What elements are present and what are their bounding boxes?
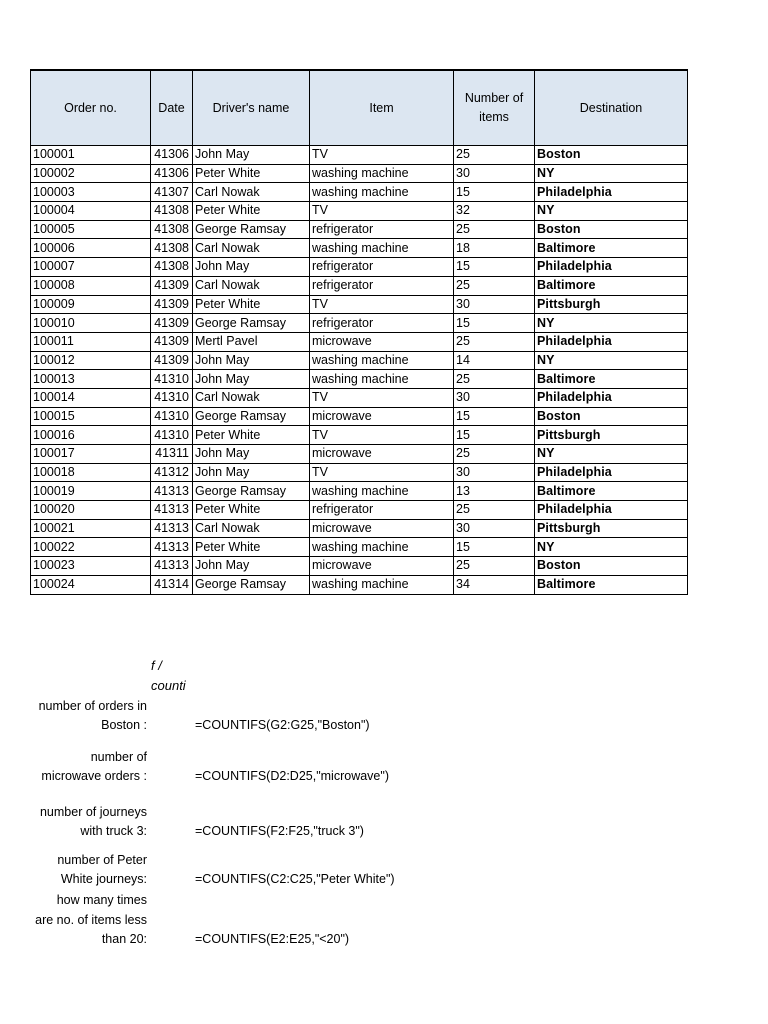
order-no-cell: 100010	[31, 314, 151, 333]
item-cell: refrigerator	[310, 501, 454, 520]
driver-cell: John May	[193, 557, 310, 576]
driver-cell: Carl Nowak	[193, 239, 310, 258]
driver-cell: Peter White	[193, 295, 310, 314]
orders-table	[30, 69, 688, 595]
order-no-cell: 100012	[31, 351, 151, 370]
driver-cell: Peter White	[193, 426, 310, 445]
table-row	[31, 445, 688, 464]
date-cell: 41312	[151, 463, 193, 482]
driver-cell: Carl Nowak	[193, 519, 310, 538]
order-no-cell: 100008	[31, 276, 151, 295]
date-cell: 41308	[151, 258, 193, 277]
item-cell: refrigerator	[310, 258, 454, 277]
date-cell: 41310	[151, 407, 193, 426]
destination-cell: Baltimore	[535, 239, 688, 258]
item-cell: microwave	[310, 519, 454, 538]
table-row	[31, 463, 688, 482]
quantity-cell: 14	[454, 351, 535, 370]
quantity-cell: 25	[454, 501, 535, 520]
item-cell: microwave	[310, 407, 454, 426]
function-label	[151, 656, 186, 696]
quantity-cell: 30	[454, 388, 535, 407]
item-cell: TV	[310, 146, 454, 165]
table-row	[31, 388, 688, 407]
destination-cell: NY	[535, 164, 688, 183]
driver-cell: Peter White	[193, 164, 310, 183]
driver-cell: George Ramsay	[193, 407, 310, 426]
table-row	[31, 276, 688, 295]
destination-cell: Baltimore	[535, 370, 688, 389]
quantity-cell: 18	[454, 239, 535, 258]
header-order-no: Order no.	[31, 70, 151, 146]
destination-cell: Baltimore	[535, 482, 688, 501]
driver-cell: George Ramsay	[193, 575, 310, 594]
header-item: Item	[310, 70, 454, 146]
table-row	[31, 351, 688, 370]
table-row	[31, 220, 688, 239]
order-no-cell: 100014	[31, 388, 151, 407]
order-no-cell: 100004	[31, 202, 151, 221]
header-row	[31, 70, 688, 146]
driver-cell: George Ramsay	[193, 220, 310, 239]
header-date: Date	[151, 70, 193, 146]
driver-cell: Mertl Pavel	[193, 332, 310, 351]
item-cell: washing machine	[310, 482, 454, 501]
question-label-line: number of orders in	[38, 698, 147, 713]
order-no-cell: 100016	[31, 426, 151, 445]
table-row	[31, 164, 688, 183]
item-cell: microwave	[310, 557, 454, 576]
quantity-cell: 30	[454, 463, 535, 482]
destination-cell: NY	[535, 351, 688, 370]
date-cell: 41310	[151, 426, 193, 445]
table-row	[31, 183, 688, 202]
destination-cell: NY	[535, 202, 688, 221]
table-row	[31, 557, 688, 576]
table-row	[31, 332, 688, 351]
table-row	[31, 314, 688, 333]
header-destination: Destination	[535, 70, 688, 146]
driver-cell: John May	[193, 463, 310, 482]
header-number-of-items: Number of items	[454, 70, 535, 146]
table-row	[31, 146, 688, 165]
question-label-line: how many times	[56, 893, 147, 907]
item-cell: washing machine	[310, 239, 454, 258]
item-cell: TV	[310, 426, 454, 445]
order-no-cell: 100003	[31, 183, 151, 202]
question-label	[57, 851, 147, 890]
header-drivers-name: Driver's name	[193, 70, 310, 146]
quantity-cell: 15	[454, 183, 535, 202]
order-no-cell: 100017	[31, 445, 151, 464]
destination-cell: Philadelphia	[535, 332, 688, 351]
date-cell: 41309	[151, 295, 193, 314]
driver-cell: George Ramsay	[193, 482, 310, 501]
formula-text: =COUNTIFS(E2:E25,"<20")	[195, 932, 350, 946]
item-cell: TV	[310, 463, 454, 482]
quantity-cell: 25	[454, 146, 535, 165]
driver-cell: Carl Nowak	[193, 388, 310, 407]
destination-cell: Philadelphia	[535, 183, 688, 202]
driver-cell: John May	[193, 351, 310, 370]
order-no-cell: 100009	[31, 295, 151, 314]
item-cell: washing machine	[310, 351, 454, 370]
order-no-cell: 100001	[31, 146, 151, 165]
table-row	[31, 575, 688, 594]
date-cell: 41306	[151, 146, 193, 165]
question-label-line: number of journeys	[39, 804, 147, 819]
question-label	[35, 891, 147, 950]
quantity-cell: 25	[454, 332, 535, 351]
table-row	[31, 202, 688, 221]
date-cell: 41311	[151, 445, 193, 464]
driver-cell: Carl Nowak	[193, 183, 310, 202]
table-row	[31, 370, 688, 389]
driver-cell: John May	[193, 370, 310, 389]
table-row	[31, 426, 688, 445]
item-cell: washing machine	[310, 538, 454, 557]
question-label	[40, 803, 147, 842]
question-label-line: number of	[90, 749, 147, 764]
quantity-cell: 15	[454, 258, 535, 277]
function-symbol: f /	[151, 658, 162, 673]
date-cell: 41310	[151, 388, 193, 407]
table-row	[31, 239, 688, 258]
destination-cell: Philadelphia	[535, 388, 688, 407]
table-row	[31, 295, 688, 314]
date-cell: 41308	[151, 239, 193, 258]
quantity-cell: 15	[454, 538, 535, 557]
question-label-line: microwave orders :	[41, 769, 147, 783]
destination-cell: Boston	[535, 146, 688, 165]
question-label-line: are no. of items less	[35, 912, 147, 927]
order-no-cell: 100007	[31, 258, 151, 277]
date-cell: 41313	[151, 557, 193, 576]
destination-cell: Pittsburgh	[535, 295, 688, 314]
formula-text: =COUNTIFS(C2:C25,"Peter White")	[195, 872, 395, 886]
item-cell: TV	[310, 202, 454, 221]
item-cell: microwave	[310, 445, 454, 464]
table-row	[31, 538, 688, 557]
date-cell: 41308	[151, 202, 193, 221]
item-cell: refrigerator	[310, 276, 454, 295]
driver-cell: John May	[193, 258, 310, 277]
order-no-cell: 100013	[31, 370, 151, 389]
order-no-cell: 100023	[31, 557, 151, 576]
question-label-line: than 20:	[101, 932, 147, 946]
order-no-cell: 100022	[31, 538, 151, 557]
order-no-cell: 100002	[31, 164, 151, 183]
date-cell: 41308	[151, 220, 193, 239]
date-cell: 41306	[151, 164, 193, 183]
quantity-cell: 25	[454, 557, 535, 576]
quantity-cell: 34	[454, 575, 535, 594]
destination-cell: NY	[535, 538, 688, 557]
order-no-cell: 100018	[31, 463, 151, 482]
destination-cell: NY	[535, 314, 688, 333]
quantity-cell: 30	[454, 295, 535, 314]
quantity-cell: 25	[454, 445, 535, 464]
order-no-cell: 100011	[31, 332, 151, 351]
order-no-cell: 100005	[31, 220, 151, 239]
quantity-cell: 13	[454, 482, 535, 501]
item-cell: refrigerator	[310, 314, 454, 333]
driver-cell: John May	[193, 146, 310, 165]
formula-text: =COUNTIFS(F2:F25,"truck 3")	[195, 824, 364, 838]
order-no-cell: 100006	[31, 239, 151, 258]
item-cell: refrigerator	[310, 220, 454, 239]
question-label-line: Boston :	[101, 718, 147, 732]
quantity-cell: 30	[454, 164, 535, 183]
formula-text: =COUNTIFS(D2:D25,"microwave")	[195, 769, 389, 783]
order-no-cell: 100021	[31, 519, 151, 538]
table-row	[31, 258, 688, 277]
destination-cell: Baltimore	[535, 276, 688, 295]
item-cell: TV	[310, 295, 454, 314]
date-cell: 41310	[151, 370, 193, 389]
order-no-cell: 100024	[31, 575, 151, 594]
date-cell: 41313	[151, 538, 193, 557]
quantity-cell: 32	[454, 202, 535, 221]
item-cell: washing machine	[310, 164, 454, 183]
destination-cell: Philadelphia	[535, 463, 688, 482]
date-cell: 41307	[151, 183, 193, 202]
destination-cell: Boston	[535, 220, 688, 239]
function-name: counti	[151, 678, 186, 693]
destination-cell: Pittsburgh	[535, 519, 688, 538]
question-label-line: with truck 3:	[80, 824, 147, 838]
quantity-cell: 15	[454, 314, 535, 333]
item-cell: TV	[310, 388, 454, 407]
item-cell: washing machine	[310, 183, 454, 202]
item-cell: washing machine	[310, 575, 454, 594]
destination-cell: Philadelphia	[535, 501, 688, 520]
destination-cell: Boston	[535, 557, 688, 576]
driver-cell: Peter White	[193, 202, 310, 221]
quantity-cell: 15	[454, 407, 535, 426]
question-label-line: number of Peter	[57, 852, 147, 867]
item-cell: microwave	[310, 332, 454, 351]
date-cell: 41313	[151, 501, 193, 520]
destination-cell: Boston	[535, 407, 688, 426]
driver-cell: Carl Nowak	[193, 276, 310, 295]
question-label	[41, 748, 147, 787]
date-cell: 41309	[151, 276, 193, 295]
quantity-cell: 25	[454, 370, 535, 389]
date-cell: 41309	[151, 314, 193, 333]
table-row	[31, 482, 688, 501]
driver-cell: Peter White	[193, 538, 310, 557]
quantity-cell: 30	[454, 519, 535, 538]
date-cell: 41309	[151, 332, 193, 351]
order-no-cell: 100015	[31, 407, 151, 426]
destination-cell: Pittsburgh	[535, 426, 688, 445]
quantity-cell: 25	[454, 220, 535, 239]
destination-cell: Baltimore	[535, 575, 688, 594]
driver-cell: John May	[193, 445, 310, 464]
question-label-line: White journeys:	[60, 872, 147, 886]
order-no-cell: 100019	[31, 482, 151, 501]
quantity-cell: 25	[454, 276, 535, 295]
question-label	[39, 697, 147, 736]
driver-cell: Peter White	[193, 501, 310, 520]
table-row	[31, 407, 688, 426]
destination-cell: NY	[535, 445, 688, 464]
orders-body	[31, 146, 688, 595]
item-cell: washing machine	[310, 370, 454, 389]
table-row	[31, 501, 688, 520]
date-cell: 41313	[151, 519, 193, 538]
date-cell: 41309	[151, 351, 193, 370]
date-cell: 41313	[151, 482, 193, 501]
driver-cell: George Ramsay	[193, 314, 310, 333]
quantity-cell: 15	[454, 426, 535, 445]
date-cell: 41314	[151, 575, 193, 594]
formula-text: =COUNTIFS(G2:G25,"Boston")	[195, 718, 370, 732]
destination-cell: Philadelphia	[535, 258, 688, 277]
order-no-cell: 100020	[31, 501, 151, 520]
table-row	[31, 519, 688, 538]
